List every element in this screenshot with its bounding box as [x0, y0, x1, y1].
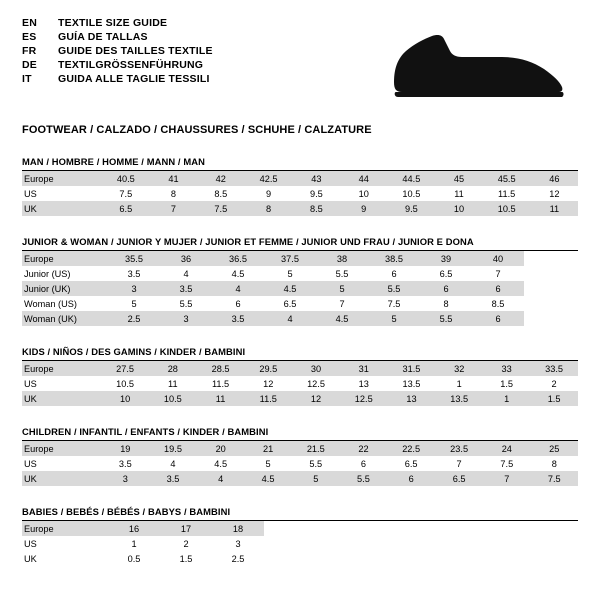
size-cell: 10.5 [483, 201, 531, 216]
size-table-children [22, 441, 578, 486]
language-code: DE [22, 59, 37, 72]
language-code: FR [22, 45, 37, 58]
table-row [22, 266, 524, 281]
row-label: Europe [22, 171, 102, 186]
size-cell: 13.5 [435, 391, 483, 406]
size-cell: 6.5 [435, 471, 483, 486]
table-row [22, 376, 578, 391]
size-cell: 8 [245, 201, 293, 216]
size-cell: 1.5 [179, 553, 193, 564]
size-cell: 43 [293, 171, 341, 186]
size-cell: 2.5 [108, 311, 160, 326]
table-row [22, 551, 264, 566]
table-row [22, 201, 578, 216]
size-cell: 1 [456, 378, 462, 389]
size-cell: 25 [531, 441, 579, 456]
row-label: US [24, 458, 37, 469]
group-title: CHILDREN / INFANTIL / ENFANTS / KINDER / BAMBINI [22, 426, 578, 441]
size-cell: 21.5 [292, 441, 340, 456]
group-title: JUNIOR & WOMAN / JUNIOR Y MUJER / JUNIOR ET FEMME / JUNIOR UND FRAU / JUNIOR E DONA [22, 236, 578, 251]
size-cell: 13 [388, 391, 436, 406]
size-cell: 7 [339, 298, 345, 309]
size-cell: 4 [264, 311, 316, 326]
language-title-list [22, 18, 213, 88]
group-title: BABIES / BEBÉS / BÉBÉS / BABYS / BAMBINI [22, 506, 578, 521]
size-cell: 19.5 [149, 441, 197, 456]
size-cell: 6.5 [439, 268, 453, 279]
size-cell: 5 [368, 311, 420, 326]
size-cell: 8.5 [214, 188, 228, 199]
size-cell: 10.5 [149, 391, 197, 406]
size-cell: 3.5 [149, 471, 197, 486]
size-group-man [22, 156, 578, 216]
dress-shoe-icon [376, 24, 576, 106]
size-cell: 39 [420, 251, 472, 266]
size-cell: 1 [483, 391, 530, 406]
size-cell: 6 [472, 311, 524, 326]
size-group-children [22, 426, 578, 486]
group-title: MAN / HOMBRE / HOMME / MANN / MAN [22, 156, 578, 171]
size-cell: 8.5 [293, 201, 341, 216]
size-cell: 38.5 [368, 251, 420, 266]
size-cell: 4.5 [214, 458, 228, 469]
size-cell: 37.5 [264, 251, 316, 266]
size-cell: 1 [131, 538, 137, 549]
group-title: KIDS / NIÑOS / DES GAMINS / KINDER / BAMBINI [22, 346, 578, 361]
table-row [22, 281, 524, 296]
table-row [22, 471, 578, 486]
language-title: TEXTILGRÖSSENFÜHRUNG [58, 59, 204, 72]
size-cell: 32 [435, 361, 483, 376]
language-title-list-body [22, 18, 213, 88]
size-cell: 4.5 [244, 471, 291, 486]
size-cell: 44 [340, 171, 387, 186]
size-cell: 36.5 [212, 251, 264, 266]
size-cell: 6 [387, 471, 435, 486]
size-cell: 46 [531, 171, 578, 186]
size-cell: 3 [160, 311, 212, 326]
size-cell: 27.5 [101, 361, 149, 376]
size-cell: 11 [197, 391, 245, 406]
size-cell: 5 [287, 268, 293, 279]
row-label: Europe [22, 521, 108, 536]
size-cell: 7.5 [197, 201, 245, 216]
size-group-babies [22, 506, 578, 566]
size-cell: 0.5 [127, 553, 141, 564]
size-group-kids [22, 346, 578, 406]
row-label: Woman (UK) [22, 311, 108, 326]
size-cell: 9.5 [387, 201, 435, 216]
language-title: GUIDE DES TAILLES TEXTILE [58, 45, 213, 58]
language-title: TEXTILE SIZE GUIDE [58, 17, 168, 29]
size-cell: 40.5 [102, 171, 150, 186]
size-cell: 40 [472, 251, 524, 266]
size-cell: 6.5 [283, 298, 297, 309]
size-cell: 3.5 [160, 281, 212, 296]
size-cell: 41 [150, 171, 197, 186]
size-cell: 7.5 [531, 471, 579, 486]
size-cell: 4 [170, 458, 176, 469]
size-cell: 28 [149, 361, 197, 376]
size-cell: 6.5 [404, 458, 418, 469]
size-cell: 24 [483, 441, 530, 456]
size-cell: 12.5 [340, 391, 388, 406]
size-cell: 11.5 [211, 378, 230, 389]
row-label: UK [24, 553, 37, 564]
size-cell: 5.5 [309, 458, 323, 469]
size-cell: 22.5 [387, 441, 435, 456]
size-cell: 30 [292, 361, 340, 376]
size-cell: 6.5 [102, 201, 150, 216]
size-cell: 12 [292, 391, 340, 406]
table-row [22, 186, 578, 201]
size-cell: 7.5 [387, 298, 401, 309]
size-group-junior-woman [22, 236, 578, 326]
size-cell: 2.5 [231, 553, 245, 564]
size-cell: 6 [391, 268, 397, 279]
table-row [22, 296, 524, 311]
row-label: Europe [22, 441, 102, 456]
row-label: Europe [22, 251, 108, 266]
document-header [22, 18, 578, 118]
size-cell: 3 [108, 281, 160, 296]
size-cell: 10 [435, 201, 482, 216]
table-row [22, 311, 524, 326]
row-label: US [24, 378, 37, 389]
size-cell: 18 [212, 521, 264, 536]
size-cell: 5 [131, 298, 137, 309]
language-title: GUÍA DE TALLAS [58, 31, 148, 44]
size-cell: 6 [360, 458, 366, 469]
language-title: GUIDA ALLE TAGLIE TESSILI [58, 73, 210, 86]
size-cell: 13 [358, 378, 369, 389]
table-row [22, 361, 578, 376]
language-code: ES [22, 31, 37, 44]
size-cell: 4.5 [231, 268, 245, 279]
language-code: EN [22, 17, 37, 29]
size-cell: 5.5 [368, 281, 420, 296]
size-cell: 28.5 [197, 361, 245, 376]
table-row [22, 171, 578, 186]
size-cell: 11.5 [244, 391, 292, 406]
size-cell: 8 [551, 458, 557, 469]
size-cell: 7 [456, 458, 462, 469]
size-cell: 8 [170, 188, 176, 199]
size-cell: 4.5 [316, 311, 368, 326]
size-cell: 5.5 [340, 471, 387, 486]
row-label: Europe [22, 361, 101, 376]
size-table-man [22, 171, 578, 216]
table-row [22, 536, 264, 551]
size-cell: 11 [168, 378, 178, 389]
row-label: US [24, 538, 37, 549]
size-cell: 8 [443, 298, 449, 309]
size-cell: 7 [495, 268, 501, 279]
language-code: IT [22, 73, 32, 86]
footwear-category-title: FOOTWEAR / CALZADO / CHAUSSURES / SCHUHE / CALZATURE [22, 124, 372, 136]
language-row [22, 18, 213, 32]
size-cell: 12 [263, 378, 274, 389]
table-row [22, 391, 578, 406]
size-cell: 5.5 [420, 311, 472, 326]
size-cell: 7.5 [119, 188, 133, 199]
row-label: UK [22, 471, 102, 486]
size-cell: 16 [108, 521, 160, 536]
size-cell: 42.5 [245, 171, 293, 186]
row-label: UK [22, 391, 101, 406]
size-cell: 6 [472, 281, 524, 296]
size-cell: 19 [102, 441, 149, 456]
size-cell: 9 [340, 201, 387, 216]
row-label: Woman (US) [24, 298, 77, 309]
size-cell: 12 [549, 188, 560, 199]
size-cell: 10 [358, 188, 369, 199]
table-row [22, 251, 524, 266]
size-cell: 11 [454, 188, 464, 199]
size-cell: 5 [316, 281, 368, 296]
size-cell: 6 [420, 281, 472, 296]
size-cell: 36 [160, 251, 212, 266]
size-cell: 7 [483, 471, 530, 486]
row-label: Junior (UK) [22, 281, 108, 296]
size-cell: 10.5 [116, 378, 135, 389]
size-cell: 5 [292, 471, 340, 486]
size-cell: 4 [183, 268, 189, 279]
table-row [22, 456, 578, 471]
size-cell: 22 [340, 441, 387, 456]
size-table-babies [22, 521, 264, 566]
size-table-junior-woman [22, 251, 524, 326]
size-cell: 21 [244, 441, 291, 456]
size-cell: 4 [212, 281, 264, 296]
language-row [22, 74, 213, 88]
size-cell: 2 [183, 538, 189, 549]
size-cell: 45.5 [483, 171, 531, 186]
size-cell: 31.5 [388, 361, 436, 376]
size-cell: 10 [101, 391, 149, 406]
size-cell: 44.5 [387, 171, 435, 186]
size-cell: 33.5 [530, 361, 578, 376]
size-cell: 13.5 [402, 378, 421, 389]
size-cell: 45 [435, 171, 482, 186]
size-cell: 20 [197, 441, 244, 456]
size-cell: 4.5 [264, 281, 316, 296]
size-cell: 3.5 [127, 268, 141, 279]
size-cell: 23.5 [435, 441, 483, 456]
size-table-kids [22, 361, 578, 406]
row-label: Junior (US) [24, 268, 71, 279]
table-row [22, 441, 578, 456]
size-cell: 31 [340, 361, 388, 376]
size-cell: 3.5 [118, 458, 132, 469]
size-cell: 5.5 [335, 268, 349, 279]
size-cell: 4 [197, 471, 244, 486]
size-cell: 9.5 [309, 188, 323, 199]
language-row [22, 60, 213, 74]
size-cell: 42 [197, 171, 245, 186]
table-row [22, 521, 264, 536]
size-cell: 8.5 [491, 298, 505, 309]
size-cell: 12.5 [307, 378, 325, 389]
row-label: UK [22, 201, 102, 216]
size-cell: 33 [483, 361, 530, 376]
size-cell: 7 [150, 201, 197, 216]
size-cell: 3 [102, 471, 149, 486]
size-cell: 9 [266, 188, 272, 199]
size-cell: 1.5 [500, 378, 514, 389]
size-cell: 17 [160, 521, 212, 536]
size-cell: 5.5 [179, 298, 193, 309]
size-cell: 11.5 [498, 188, 516, 199]
size-cell: 11 [531, 201, 578, 216]
size-cell: 35.5 [108, 251, 160, 266]
size-cell: 1.5 [530, 391, 578, 406]
size-cell: 3.5 [212, 311, 264, 326]
size-cell: 2 [551, 378, 557, 389]
size-cell: 7.5 [500, 458, 514, 469]
language-row [22, 32, 213, 46]
size-cell: 3 [235, 538, 241, 549]
row-label: US [24, 188, 37, 199]
size-cell: 10.5 [402, 188, 421, 199]
size-cell: 29.5 [244, 361, 292, 376]
size-cell: 5 [265, 458, 271, 469]
size-cell: 6 [235, 298, 241, 309]
size-cell: 38 [316, 251, 368, 266]
